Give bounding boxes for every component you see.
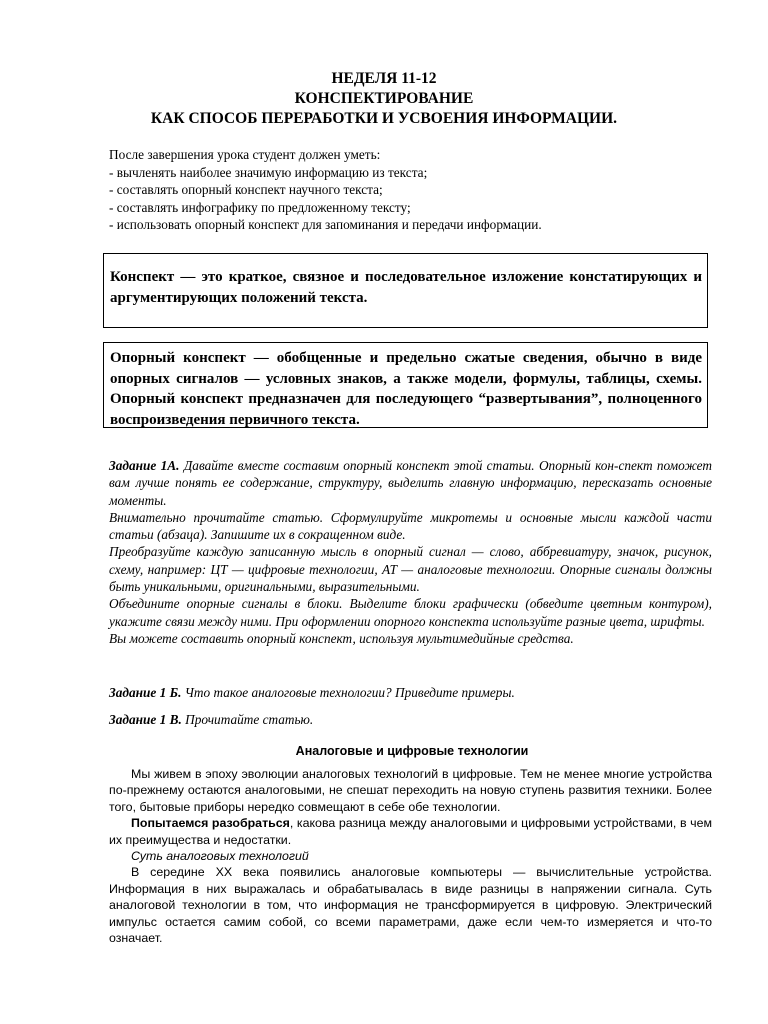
task-label: Задание 1 Б. [109,685,182,700]
task-paragraph: Давайте вместе составим опорный конспект этой статьи. Опорный кон-спект поможет вам лучше понять ее содержание, структуру, выделить главную информацию, пересказать основные моменты. [109,458,712,508]
article-emphasis: Попытаемся разобраться [131,816,290,831]
task-label: Задание 1 В. [109,712,182,727]
definition-term: Опорный конспект [110,350,246,366]
outcome-item: - составлять опорный конспект научного текста; [109,182,383,197]
task-text: Что такое аналоговые технологии? Приведите примеры. [181,685,515,700]
subtitle-heading: КАК СПОСОБ ПЕРЕРАБОТКИ И УСВОЕНИЯ ИНФОРМАЦИИ. [150,110,618,127]
task-paragraph: Вы можете составить опорный конспект, используя мультимедийные средства. [109,630,574,646]
task-paragraph: Преобразуйте каждую записанную мысль в опорный сигнал — слово, аббревиатуру, значок, рисунок, схему, например: ЦТ — цифровые технологии, АТ — аналоговые технологии. Опорные сигналы должны быть уникальными, оригинальными, выразительными. [109,544,712,595]
outcome-item: - использовать опорный конспект для запоминания и передачи информации. [109,217,542,232]
article-body [109,766,712,946]
task-paragraph: Внимательно прочитайте статью. Сформулируйте микротемы и основные мысли каждой части статьи (абзаца). Запишите их в сокращенном виде. [109,509,712,543]
task-paragraph: Объедините опорные сигналы в блоки. Выделите блоки графически (обведите цветным контуром), укажите связи между ними. При оформлении опорного конспекта используйте разные цвета, шрифты. [109,596,712,629]
definition-box-opornyi-konspekt [103,342,708,428]
outcome-item: - составлять инфографику по предложенному тексту; [109,199,411,215]
article-subheading: Суть аналоговых технологий [131,849,309,864]
task-text: Прочитайте статью. [181,712,314,727]
task-1b [109,684,712,701]
article-paragraph: Мы живем в эпоху эволюции аналоговых технологий в цифровые. Тем не менее многие устройства по-прежнему остаются аналоговыми, не спешат переходить на новую ступень развития техники. Более того, бытовые приборы нередко совмещают в себе обе технологии. [109,767,712,814]
article-paragraph: В середине XX века появились аналоговые компьютеры — вычислительные устройства. Информация в них выражалась и обрабатывалась в виде разницы в напряжении сигнала. Суть аналоговой технологии в том, что информация не трансформируется в цифровую. Электрический импульс остается самим собой, со всеми параметрами, даже если чем-то измеряется и что-то означает. [109,865,712,946]
learning-outcomes [109,146,719,234]
topic-heading: КОНСПЕКТИРОВАНИЕ [294,90,474,107]
article-paragraph: , какова разница между аналоговыми и цифровыми устройствами, в чем их преимущества и недостатки. [109,816,712,847]
task-label: Задание 1А. [109,458,180,473]
definition-text: — это краткое, связное и последовательное изложение констатирующих и аргументирующих положений текста. [110,269,702,306]
week-heading: НЕДЕЛЯ 11-12 [331,70,437,87]
task-1a [109,457,712,647]
definition-term: Конспект [110,269,175,285]
outcome-item: - вычленять наиболее значимую информацию из текста; [109,164,428,180]
task-1v [109,711,712,728]
definition-text: — обобщенные и предельно сжатые сведения, обычно в виде опорных сигналов — условных знаков, а также модели, формулы, таблицы, схемы. Опорный конспект предназначен для последующего “развертывания”, полноценного воспроизведения первичного текста. [110,350,702,428]
definition-box-konspekt [103,253,708,328]
outcomes-lead: После завершения урока студент должен уметь: [109,147,381,162]
article-title: Аналоговые и цифровые технологии [295,744,529,758]
